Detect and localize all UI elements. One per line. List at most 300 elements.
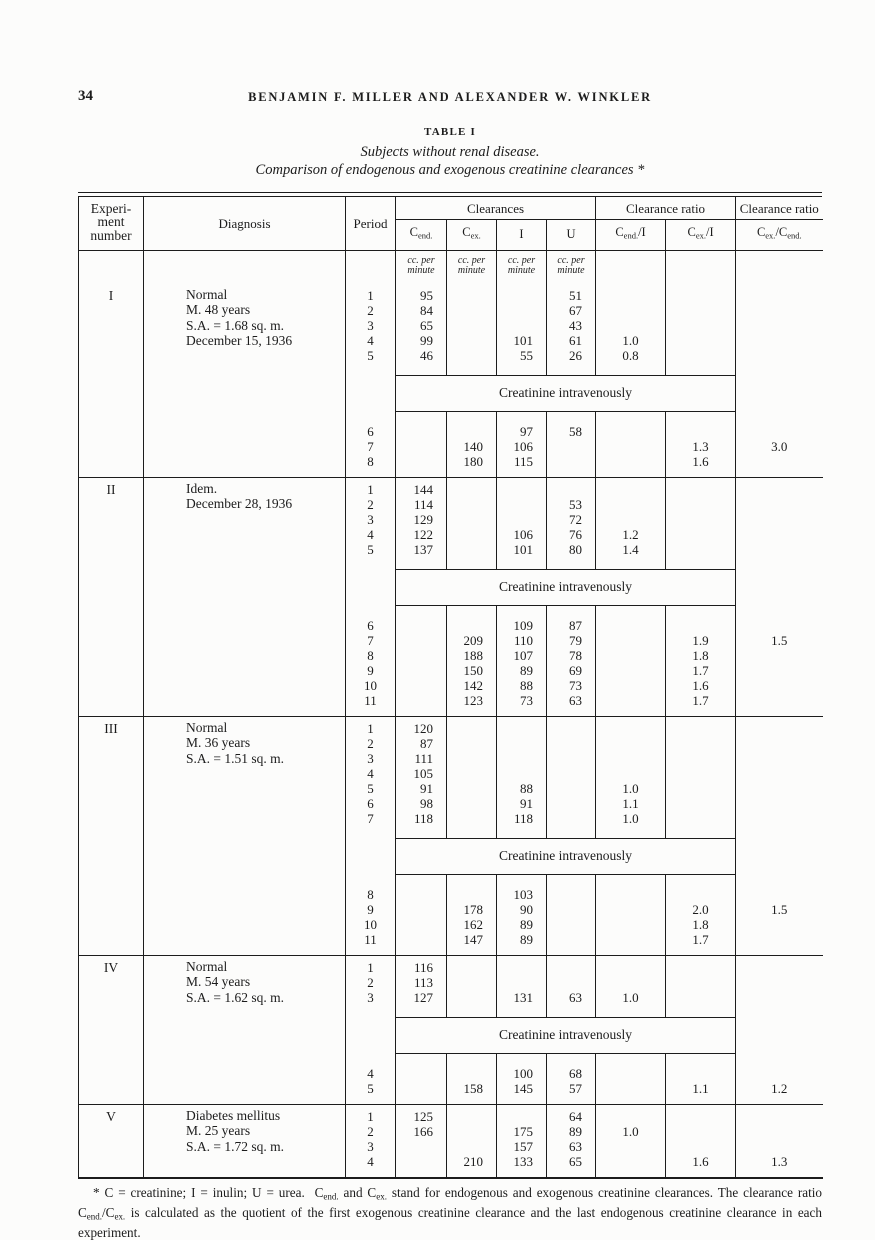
col-group-clearance-ratio: Clearance ratio — [596, 197, 736, 220]
cell-i: 109 — [497, 605, 547, 633]
diagnosis-line: S.A. = 1.51 sq. m. — [186, 750, 285, 766]
cell-cend — [396, 454, 447, 478]
cell-cex_i — [666, 1104, 736, 1124]
cell-cend: 127 — [396, 990, 447, 1018]
cell-cend — [396, 1081, 447, 1105]
cell-cend — [396, 932, 447, 956]
cell-u: 51 — [547, 284, 596, 303]
cell-cex: 123 — [447, 693, 497, 717]
period-cell — [346, 569, 396, 605]
units-label: cc. per minute — [507, 254, 536, 277]
cell-cex_i — [666, 1053, 736, 1081]
cell-cend_i — [596, 454, 666, 478]
units-spacer — [736, 250, 823, 284]
diagnosis-line: Normal — [186, 958, 228, 974]
experiment-number: III — [79, 716, 144, 955]
diagnosis-cell — [144, 955, 346, 1104]
cell-cend_i — [596, 512, 666, 527]
cell-i: 88 — [497, 781, 547, 796]
units-spacer — [596, 250, 666, 284]
cell-cex — [447, 811, 497, 839]
col-header-experiment-number — [79, 197, 144, 251]
cell-period: 7 — [346, 811, 396, 839]
diagnosis-cell — [144, 1104, 346, 1178]
cell-cex — [447, 781, 497, 796]
cell-cend: 125 — [396, 1104, 447, 1124]
diagnosis-cell — [144, 477, 346, 716]
cell-cend_i — [596, 874, 666, 902]
cell-u: 89 — [547, 1124, 596, 1139]
col-header-diagnosis: Diagnosis — [144, 197, 346, 251]
cell-cend: 99 — [396, 333, 447, 348]
cell-cex_i — [666, 766, 736, 781]
cell-cex — [447, 1139, 497, 1154]
cell-u: 65 — [547, 1154, 596, 1178]
cell-u — [547, 716, 596, 736]
cell-cend — [396, 633, 447, 648]
cell-i — [497, 766, 547, 781]
cell-cend_i: 0.8 — [596, 348, 666, 376]
cell-u: 80 — [547, 542, 596, 570]
cell-cex_i — [666, 874, 736, 902]
cell-period: 4 — [346, 527, 396, 542]
cell-i: 89 — [497, 663, 547, 678]
cell-cend: 95 — [396, 284, 447, 303]
cell-i: 101 — [497, 333, 547, 348]
period-cell — [346, 838, 396, 874]
cell-u: 87 — [547, 605, 596, 633]
cell-cex_cend — [736, 990, 823, 1018]
col-header-cex: $C_{ex.}$ — [447, 220, 497, 251]
cell-cend: 166 — [396, 1124, 447, 1139]
cell-cex_cend — [736, 736, 823, 751]
cell-i — [497, 955, 547, 975]
cell-cex — [447, 1124, 497, 1139]
diagnosis-line: December 28, 1936 — [186, 496, 293, 512]
cell-i — [497, 716, 547, 736]
table-title-line1: Subjects without renal disease. — [360, 144, 540, 160]
cell-cex_cend — [736, 796, 823, 811]
cell-u: 26 — [547, 348, 596, 376]
cell-cend — [396, 648, 447, 663]
cell-cex_cend — [736, 917, 823, 932]
cell-cex — [447, 542, 497, 570]
diagnosis-line: December 15, 1936 — [186, 333, 293, 349]
cell-period: 4 — [346, 1154, 396, 1178]
cell-cex_cend — [736, 1053, 823, 1081]
cell-period: 7 — [346, 439, 396, 454]
cell-cend: 98 — [396, 796, 447, 811]
cell-u — [547, 439, 596, 454]
cell-cex — [447, 348, 497, 376]
cell-cend: 144 — [396, 477, 447, 497]
col-group-clearance-ratio-single: Clearance ratio — [736, 197, 823, 220]
cell-cex — [447, 796, 497, 811]
units-label: cc. per minute — [557, 254, 585, 277]
cell-cend_i — [596, 605, 666, 633]
cell-cend_i: 1.0 — [596, 811, 666, 839]
cell-period: 3 — [346, 512, 396, 527]
cell-cex_i: 1.7 — [666, 663, 736, 678]
cell-cex_cend — [736, 874, 823, 902]
experiment-number: II — [79, 477, 144, 716]
cell-cex: 140 — [447, 439, 497, 454]
cell-period: 8 — [346, 648, 396, 663]
diagnosis-line: M. 48 years — [186, 302, 251, 318]
cell-cend: 114 — [396, 497, 447, 512]
cell-cex_i — [666, 318, 736, 333]
cell-u — [547, 811, 596, 839]
table-row — [79, 1104, 823, 1124]
cell-period: 5 — [346, 781, 396, 796]
cell-cend_i: 1.4 — [596, 542, 666, 570]
cell-cend: 137 — [396, 542, 447, 570]
cell-cend_i — [596, 303, 666, 318]
cell-i — [497, 303, 547, 318]
cell-u: 76 — [547, 527, 596, 542]
cell-i: 107 — [497, 648, 547, 663]
cell-cex_cend — [736, 781, 823, 796]
cell-period: 1 — [346, 1104, 396, 1124]
cell-i: 97 — [497, 411, 547, 439]
units-spacer — [346, 250, 396, 284]
cell-cex_i — [666, 527, 736, 542]
journal-page — [78, 0, 822, 1240]
cell-cend_i: 1.0 — [596, 781, 666, 796]
cell-cex_i — [666, 751, 736, 766]
cell-i: 175 — [497, 1124, 547, 1139]
cell-cend: 113 — [396, 975, 447, 990]
cell-cend — [396, 663, 447, 678]
cell-cend: 91 — [396, 781, 447, 796]
cell-u: 69 — [547, 663, 596, 678]
cell-cex — [447, 955, 497, 975]
cell-cex_cend — [736, 1104, 823, 1124]
cell-cex_i: 1.3 — [666, 439, 736, 454]
cell-i: 90 — [497, 902, 547, 917]
cell-period: 8 — [346, 874, 396, 902]
cell-u — [547, 736, 596, 751]
cell-i: 118 — [497, 811, 547, 839]
diagnosis-line: S.A. = 1.62 sq. m. — [186, 989, 285, 1005]
cell-cex_i — [666, 411, 736, 439]
cell-u — [547, 766, 596, 781]
cell-cex: 147 — [447, 932, 497, 956]
cell-u — [547, 477, 596, 497]
cell-u: 53 — [547, 497, 596, 512]
cell-u — [547, 454, 596, 478]
units-label: cc. per minute — [457, 254, 486, 277]
cell-cex_cend — [736, 284, 823, 303]
cell-u: 63 — [547, 1139, 596, 1154]
cell-cex_i — [666, 477, 736, 497]
units-label: cc. per minute — [407, 254, 435, 277]
cell-cend_i — [596, 975, 666, 990]
cell-cex — [447, 318, 497, 333]
cell-cex_i — [666, 990, 736, 1018]
cell-cex_i — [666, 955, 736, 975]
cell-cend: 46 — [396, 348, 447, 376]
table-row — [79, 955, 823, 975]
cell-cend — [396, 678, 447, 693]
cell-cex_cend: 3.0 — [736, 439, 823, 454]
cell-cex_i — [666, 975, 736, 990]
cell-cend_i — [596, 663, 666, 678]
cell-cend_i — [596, 439, 666, 454]
diagnosis-line: M. 36 years — [186, 735, 251, 751]
cell-cend_i — [596, 1139, 666, 1154]
cell-period: 2 — [346, 303, 396, 318]
cell-period: 5 — [346, 542, 396, 570]
cell-cend_i — [596, 1104, 666, 1124]
cell-cend_i — [596, 318, 666, 333]
period-cell — [346, 1017, 396, 1053]
cell-cex_cend — [736, 932, 823, 956]
cell-cend_i — [596, 633, 666, 648]
cell-cex_cend — [736, 527, 823, 542]
cell-i: 89 — [497, 932, 547, 956]
col-header-line: Experi- — [90, 200, 132, 216]
period-cell — [346, 375, 396, 411]
experiment-number: V — [79, 1104, 144, 1178]
cell-cex_cend — [736, 693, 823, 717]
creatinine-banner: Creatinine intravenously — [396, 1017, 736, 1053]
diagnosis-line: Normal — [186, 719, 228, 735]
cell-cex_cend — [736, 333, 823, 348]
cell-period: 11 — [346, 693, 396, 717]
cell-cend: 129 — [396, 512, 447, 527]
cell-period: 10 — [346, 678, 396, 693]
cell-cex_cend — [736, 454, 823, 478]
cell-cex_i: 1.7 — [666, 693, 736, 717]
cell-u: 72 — [547, 512, 596, 527]
cell-cex_cend — [736, 663, 823, 678]
col-header-cend-over-i: $C_{end.}/I$ — [596, 220, 666, 251]
cell-i — [497, 284, 547, 303]
cell-cex_cend — [736, 1139, 823, 1154]
diagnosis-cell — [144, 716, 346, 955]
cell-cend: 116 — [396, 955, 447, 975]
cell-cex — [447, 497, 497, 512]
cell-u: 63 — [547, 693, 596, 717]
table-body — [79, 250, 823, 1178]
cell-cex — [447, 303, 497, 318]
cell-cend_i — [596, 1053, 666, 1081]
cell-period: 4 — [346, 333, 396, 348]
cell-period: 1 — [346, 477, 396, 497]
cell-cend: 122 — [396, 527, 447, 542]
cell-period: 2 — [346, 736, 396, 751]
cell-period: 5 — [346, 348, 396, 376]
cell-cex_i — [666, 605, 736, 633]
table-footnote: * C = creatinine; I = inulin; U = urea. $C_{end.}$ and $C_{ex.}$ stand for endogenous and exogenous creatinine clearances. The clearance ratio $C_{end.}/C_{ex.}$ is calculated as the quotient of the first exogenous creatinine clearance and the last endogenous creatinine clearance in each experiment. — [78, 1184, 822, 1240]
cell-cex_i: 1.6 — [666, 678, 736, 693]
cell-period: 4 — [346, 766, 396, 781]
cell-cex_i: 1.8 — [666, 917, 736, 932]
col-header-urea: U — [547, 220, 596, 251]
cell-cend: 105 — [396, 766, 447, 781]
cell-cex — [447, 766, 497, 781]
cell-cend — [396, 693, 447, 717]
cell-u — [547, 902, 596, 917]
cell-period: 5 — [346, 1081, 396, 1105]
cell-cex — [447, 527, 497, 542]
cell-cex_cend — [736, 648, 823, 663]
cell-period: 3 — [346, 318, 396, 333]
cell-u — [547, 796, 596, 811]
cell-i: 55 — [497, 348, 547, 376]
cell-cend_i — [596, 716, 666, 736]
cell-u — [547, 781, 596, 796]
cell-cex — [447, 477, 497, 497]
units-row — [79, 250, 823, 284]
cell-cend_i: 1.2 — [596, 527, 666, 542]
cell-cex: 162 — [447, 917, 497, 932]
cell-cend_i — [596, 955, 666, 975]
cell-period: 4 — [346, 1053, 396, 1081]
col-group-clearances: Clearances — [396, 197, 596, 220]
creatinine-banner: Creatinine intravenously — [396, 569, 736, 605]
cell-cend — [396, 1154, 447, 1178]
cell-cex — [447, 975, 497, 990]
diagnosis-line: M. 25 years — [186, 1123, 251, 1139]
units-cell — [547, 250, 596, 284]
cell-cex_cend: 1.5 — [736, 902, 823, 917]
header-row-groups — [79, 197, 823, 220]
cell-cend — [396, 874, 447, 902]
cell-u: 73 — [547, 678, 596, 693]
ratio-cell — [736, 838, 823, 874]
cell-cex_i — [666, 542, 736, 570]
table-row — [79, 284, 823, 303]
cell-cend — [396, 411, 447, 439]
table-caption — [78, 126, 822, 179]
cell-u — [547, 751, 596, 766]
cell-cex_i: 2.0 — [666, 902, 736, 917]
table-row — [79, 477, 823, 497]
cell-cex: 210 — [447, 1154, 497, 1178]
cell-u: 68 — [547, 1053, 596, 1081]
cell-cex_cend — [736, 716, 823, 736]
diagnosis-line: Diabetes mellitus — [186, 1107, 281, 1123]
units-cell — [447, 250, 497, 284]
cell-period: 2 — [346, 1124, 396, 1139]
cell-u — [547, 874, 596, 902]
cell-cend: 65 — [396, 318, 447, 333]
creatinine-banner: Creatinine intravenously — [396, 838, 736, 874]
cell-cex_cend — [736, 318, 823, 333]
diagnosis-line: S.A. = 1.72 sq. m. — [186, 1138, 285, 1154]
cell-cend_i: 1.0 — [596, 333, 666, 348]
cell-i: 103 — [497, 874, 547, 902]
cell-cend: 111 — [396, 751, 447, 766]
cell-cex_i — [666, 716, 736, 736]
cell-cend — [396, 1053, 447, 1081]
cell-u: 58 — [547, 411, 596, 439]
cell-u: 63 — [547, 990, 596, 1018]
cell-cex — [447, 736, 497, 751]
cell-i: 110 — [497, 633, 547, 648]
cell-cend_i — [596, 678, 666, 693]
cell-cex_i: 1.6 — [666, 1154, 736, 1178]
cell-cend_i — [596, 411, 666, 439]
cell-u: 64 — [547, 1104, 596, 1124]
cell-cex_i — [666, 1124, 736, 1139]
cell-cend: 118 — [396, 811, 447, 839]
cell-u: 78 — [547, 648, 596, 663]
cell-period: 3 — [346, 751, 396, 766]
cell-cex_cend: 1.2 — [736, 1081, 823, 1105]
cell-period: 8 — [346, 454, 396, 478]
cell-cex — [447, 874, 497, 902]
cell-i: 133 — [497, 1154, 547, 1178]
cell-cend_i: 1.1 — [596, 796, 666, 811]
table-row — [79, 716, 823, 736]
cell-i — [497, 477, 547, 497]
cell-cex_i — [666, 781, 736, 796]
cell-period: 1 — [346, 716, 396, 736]
cell-cex: 150 — [447, 663, 497, 678]
cell-i: 106 — [497, 527, 547, 542]
cell-u: 61 — [547, 333, 596, 348]
cell-cex_cend — [736, 303, 823, 318]
cell-cend_i — [596, 1154, 666, 1178]
cell-period: 11 — [346, 932, 396, 956]
cell-period: 6 — [346, 605, 396, 633]
cell-cex — [447, 333, 497, 348]
cell-period: 2 — [346, 497, 396, 512]
cell-cend_i — [596, 1081, 666, 1105]
cell-cex_i — [666, 497, 736, 512]
cell-cex_cend — [736, 955, 823, 975]
diagnosis-line: S.A. = 1.68 sq. m. — [186, 317, 285, 333]
clearance-table — [78, 197, 823, 1179]
cell-cex_i — [666, 303, 736, 318]
cell-i: 145 — [497, 1081, 547, 1105]
cell-cend_i — [596, 736, 666, 751]
cell-cend — [396, 605, 447, 633]
cell-u — [547, 955, 596, 975]
cell-i — [497, 318, 547, 333]
cell-cex_i — [666, 333, 736, 348]
cell-cex_cend: 1.5 — [736, 633, 823, 648]
cell-cex_i: 1.8 — [666, 648, 736, 663]
cell-cex: 142 — [447, 678, 497, 693]
cell-i: 157 — [497, 1139, 547, 1154]
cell-cex_i: 1.9 — [666, 633, 736, 648]
cell-i — [497, 736, 547, 751]
cell-cex_i — [666, 1139, 736, 1154]
cell-cex — [447, 512, 497, 527]
cell-cex_cend — [736, 512, 823, 527]
cell-i: 89 — [497, 917, 547, 932]
cell-period: 2 — [346, 975, 396, 990]
col-header-line: number — [90, 227, 132, 243]
cell-cend_i: 1.0 — [596, 990, 666, 1018]
cell-i: 106 — [497, 439, 547, 454]
page-number: 34 — [78, 88, 93, 104]
cell-cex — [447, 751, 497, 766]
cell-i — [497, 751, 547, 766]
cell-u: 57 — [547, 1081, 596, 1105]
cell-cex_i: 1.7 — [666, 932, 736, 956]
cell-cex_i — [666, 512, 736, 527]
cell-cend_i — [596, 917, 666, 932]
cell-i: 88 — [497, 678, 547, 693]
units-spacer — [666, 250, 736, 284]
cell-cend_i — [596, 766, 666, 781]
cell-cex_cend — [736, 766, 823, 781]
